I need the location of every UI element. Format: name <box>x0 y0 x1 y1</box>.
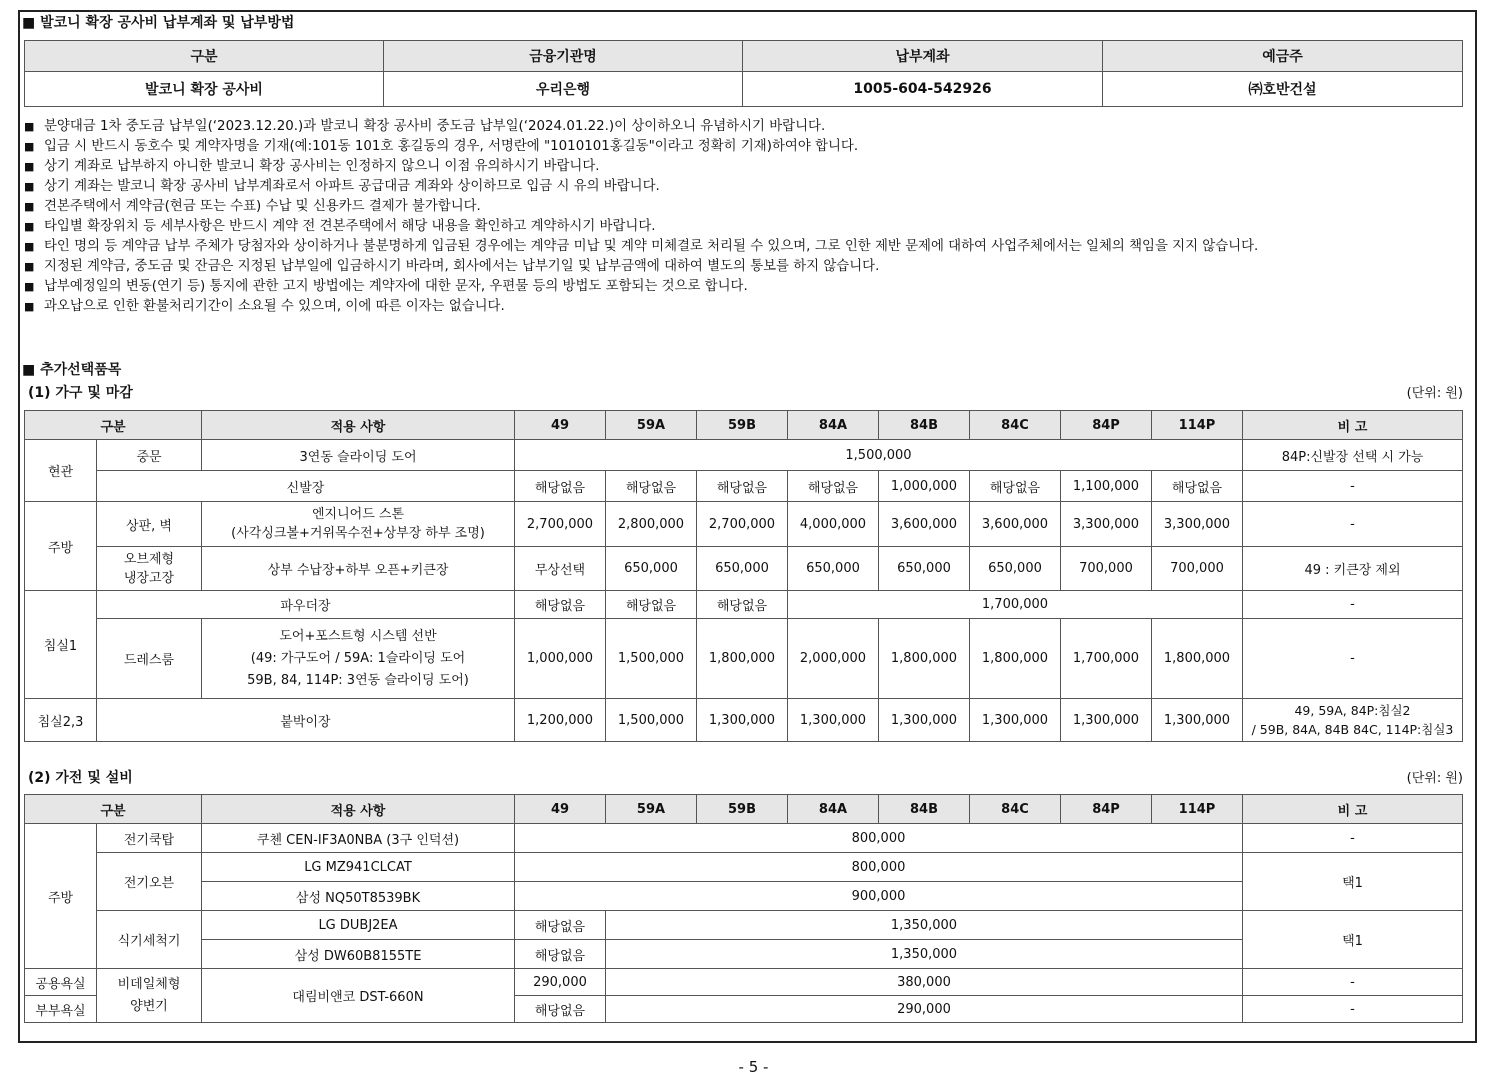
price-cell: 1,100,000 <box>1061 471 1152 502</box>
category-cell: 공용욕실 <box>25 969 97 996</box>
header-cell: 적용 사항 <box>202 411 515 440</box>
account-number: 1005-604-542926 <box>743 72 1103 107</box>
page-number: - 5 - <box>738 1058 769 1076</box>
category-cell: 주방 <box>25 502 97 591</box>
price-cell: 해당없음 <box>606 471 697 502</box>
price-cell: 1,000,000 <box>879 471 970 502</box>
price-cell: 800,000 <box>515 824 1243 853</box>
price-cell: 290,000 <box>606 996 1243 1023</box>
item-cell: 파우더장 <box>97 591 515 619</box>
price-cell: 2,000,000 <box>788 619 879 699</box>
price-cell: 650,000 <box>879 547 970 591</box>
list-item: ■ 상기 계좌로 납부하지 아니한 발코니 확장 공사비는 인정하지 않으니 이점 유의하시기 바랍니다. <box>24 157 1464 177</box>
table-row <box>25 853 1463 882</box>
note-line: 49, 59A, 84P:침실2 <box>1294 703 1411 718</box>
subcategory-cell: 전기쿡탑 <box>97 824 202 853</box>
item-line: (사각싱크볼+거위목수전+상부장 하부 조명) <box>231 526 485 541</box>
list-item: ■ 입금 시 반드시 동호수 및 계약자명을 기재(예:101동 101호 홍길동의 경우, 서명란에 "1010101홍길동"이라고 정확히 기재)하여야 합니다. <box>24 137 1464 157</box>
price-cell: 해당없음 <box>515 940 606 969</box>
price-cell: 1,350,000 <box>606 911 1243 940</box>
table-row <box>25 969 1463 996</box>
subcategory-cell: 드레스룸 <box>97 619 202 699</box>
price-cell: 해당없음 <box>970 471 1061 502</box>
header-cell: 구분 <box>25 411 202 440</box>
price-cell: 2,800,000 <box>606 502 697 547</box>
table-header-row <box>25 411 1463 440</box>
table-row <box>25 699 1463 742</box>
price-cell: 해당없음 <box>697 591 788 619</box>
price-cell: 1,300,000 <box>1152 699 1243 742</box>
table-row <box>25 911 1463 940</box>
subsection-title-appliances: (2) 가전 및 설비 <box>28 770 133 786</box>
price-cell: 3,300,000 <box>1152 502 1243 547</box>
table-cell: 발코니 확장 공사비 <box>25 72 384 107</box>
list-item: ■ 타인 명의 등 계약금 납부 주체가 당첨자와 상이하거나 불분명하게 입금된 경우에는 계약금 미납 및 계약 미체결로 처리될 수 있으며, 그로 인한 제반 문제에 대하여 사업주체에서는 일체의 책임을 지지 않습니다. <box>24 237 1464 257</box>
price-cell: 1,500,000 <box>606 699 697 742</box>
price-cell: 1,200,000 <box>515 699 606 742</box>
price-cell: 해당없음 <box>515 471 606 502</box>
table-cell: 우리은행 <box>384 72 743 107</box>
list-item: ■ 견본주택에서 계약금(현금 또는 수표) 수납 및 신용카드 결제가 불가합니다. <box>24 197 1464 217</box>
price-cell: 1,800,000 <box>697 619 788 699</box>
table-row <box>25 591 1463 619</box>
price-cell: 1,800,000 <box>970 619 1061 699</box>
header-cell: 59B <box>697 411 788 440</box>
table-row <box>25 471 1463 502</box>
price-cell: 3,300,000 <box>1061 502 1152 547</box>
section-title-options: ■ 추가선택품목 <box>22 362 122 378</box>
price-cell: 1,300,000 <box>697 699 788 742</box>
furniture-table <box>24 410 1463 742</box>
category-cell: 부부욕실 <box>25 996 97 1023</box>
item-cell: LG DUBJ2EA <box>202 911 515 940</box>
price-cell: 290,000 <box>515 969 606 996</box>
price-cell: 해당없음 <box>606 591 697 619</box>
table-row <box>25 440 1463 471</box>
note-cell: - <box>1243 619 1463 699</box>
price-cell: 해당없음 <box>515 996 606 1023</box>
item-cell: 쿠첸 CEN-IF3A0NBA (3구 인덕션) <box>202 824 515 853</box>
price-cell: 1,500,000 <box>515 440 1243 471</box>
table-row <box>25 547 1463 591</box>
header-cell: 예금주 <box>1103 41 1463 72</box>
note-cell: - <box>1243 502 1463 547</box>
price-cell: 1,500,000 <box>606 619 697 699</box>
header-cell: 비 고 <box>1243 411 1463 440</box>
list-item: ■ 납부예정일의 변동(연기 등) 통지에 관한 고지 방법에는 계약자에 대한 문자, 우편물 등의 방법도 포함되는 것으로 합니다. <box>24 277 1464 297</box>
subcategory-line: 냉장고장 <box>123 570 175 586</box>
table-row <box>25 502 1463 547</box>
item-cell <box>202 502 515 547</box>
category-cell: 침실1 <box>25 591 97 699</box>
header-cell: 금융기관명 <box>384 41 743 72</box>
table-row <box>25 824 1463 853</box>
subcategory-cell: 상판, 벽 <box>97 502 202 547</box>
subcategory-line: 비데일체형 <box>117 976 181 992</box>
section-title-account: ■ 발코니 확장 공사비 납부계좌 및 납부방법 <box>22 15 295 31</box>
subcategory-cell: 중문 <box>97 440 202 471</box>
header-cell: 84C <box>970 411 1061 440</box>
item-cell: 대림비앤코 DST-660N <box>202 969 515 1023</box>
price-cell: 해당없음 <box>788 471 879 502</box>
note-cell <box>1243 699 1463 742</box>
price-cell: 해당없음 <box>515 911 606 940</box>
price-cell: 800,000 <box>515 853 1243 882</box>
subcategory-cell <box>97 547 202 591</box>
header-cell: 납부계좌 <box>743 41 1103 72</box>
subcategory-cell <box>97 969 202 1023</box>
note-cell: - <box>1243 471 1463 502</box>
table-row <box>25 72 1463 107</box>
account-table <box>24 40 1463 107</box>
price-cell: 650,000 <box>606 547 697 591</box>
price-cell: 650,000 <box>697 547 788 591</box>
price-cell: 650,000 <box>788 547 879 591</box>
item-cell: 붙박이장 <box>97 699 515 742</box>
price-cell: 650,000 <box>970 547 1061 591</box>
note-cell: 84P:신발장 선택 시 가능 <box>1243 440 1463 471</box>
subsection-title-furniture: (1) 가구 및 마감 <box>28 385 133 401</box>
unit-label: (단위: 원) <box>1406 771 1463 786</box>
price-cell: 무상선택 <box>515 547 606 591</box>
price-cell: 1,300,000 <box>788 699 879 742</box>
price-cell: 900,000 <box>515 882 1243 911</box>
header-cell: 59A <box>606 795 697 824</box>
category-cell: 침실2,3 <box>25 699 97 742</box>
price-cell: 4,000,000 <box>788 502 879 547</box>
item-line: 도어+포스트형 시스템 선반 <box>279 628 437 644</box>
price-cell: 1,800,000 <box>879 619 970 699</box>
list-item: ■ 타입별 확장위치 등 세부사항은 반드시 계약 전 견본주택에서 해당 내용을 확인하고 계약하시기 바랍니다. <box>24 217 1464 237</box>
subcategory-cell: 식기세척기 <box>97 911 202 969</box>
item-cell: 신발장 <box>97 471 515 502</box>
header-cell: 49 <box>515 795 606 824</box>
header-cell: 114P <box>1152 795 1243 824</box>
category-cell: 현관 <box>25 440 97 502</box>
item-cell <box>202 619 515 699</box>
header-cell: 구분 <box>25 41 384 72</box>
header-cell: 구분 <box>25 795 202 824</box>
price-cell: 1,350,000 <box>606 940 1243 969</box>
price-cell: 1,300,000 <box>1061 699 1152 742</box>
header-cell: 84A <box>788 795 879 824</box>
header-cell: 84B <box>879 411 970 440</box>
item-cell: 삼성 NQ50T8539BK <box>202 882 515 911</box>
price-cell: 1,000,000 <box>515 619 606 699</box>
subcategory-cell: 전기오븐 <box>97 853 202 911</box>
list-item: ■ 상기 계좌는 발코니 확장 공사비 납부계좌로서 아파트 공급대금 계좌와 상이하므로 입금 시 유의 바랍니다. <box>24 177 1464 197</box>
unit-label: (단위: 원) <box>1406 386 1463 401</box>
list-item: ■ 분양대금 1차 중도금 납부일(‘2023.12.20.)과 발코니 확장 공사비 중도금 납부일(‘2024.01.22.)이 상이하오니 유념하시기 바랍니다. <box>24 117 1464 137</box>
list-item: ■ 과오납으로 인한 환불처리기간이 소요될 수 있으며, 이에 따른 이자는 없습니다. <box>24 297 1464 317</box>
price-cell: 700,000 <box>1152 547 1243 591</box>
price-cell: 3,600,000 <box>879 502 970 547</box>
note-cell: 택1 <box>1243 853 1463 911</box>
item-cell: 상부 수납장+하부 오픈+키큰장 <box>202 547 515 591</box>
price-cell: 1,700,000 <box>1061 619 1152 699</box>
table-row <box>25 619 1463 699</box>
table-header-row <box>25 795 1463 824</box>
price-cell: 해당없음 <box>1152 471 1243 502</box>
header-cell: 114P <box>1152 411 1243 440</box>
note-cell: - <box>1243 824 1463 853</box>
price-cell: 3,600,000 <box>970 502 1061 547</box>
price-cell: 1,700,000 <box>788 591 1243 619</box>
table-header-row <box>25 41 1463 72</box>
appliance-table <box>24 794 1463 1023</box>
price-cell: 1,800,000 <box>1152 619 1243 699</box>
price-cell: 700,000 <box>1061 547 1152 591</box>
item-cell: 3연동 슬라이딩 도어 <box>202 440 515 471</box>
item-line: (49: 가구도어 / 59A: 1슬라이딩 도어 <box>250 650 466 666</box>
item-line: 59B, 84, 114P: 3연동 슬라이딩 도어) <box>247 672 469 688</box>
header-cell: 49 <box>515 411 606 440</box>
header-cell: 59B <box>697 795 788 824</box>
note-line: / 59B, 84A, 84B 84C, 114P:침실3 <box>1251 722 1454 737</box>
header-cell: 59A <box>606 411 697 440</box>
header-cell: 84A <box>788 411 879 440</box>
header-cell: 84C <box>970 795 1061 824</box>
header-cell: 84B <box>879 795 970 824</box>
note-cell: 49 : 키큰장 제외 <box>1243 547 1463 591</box>
price-cell: 2,700,000 <box>697 502 788 547</box>
note-cell: - <box>1243 591 1463 619</box>
item-cell: 삼성 DW60B8155TE <box>202 940 515 969</box>
note-cell: - <box>1243 969 1463 996</box>
price-cell: 380,000 <box>606 969 1243 996</box>
notes-list <box>24 117 1464 317</box>
header-cell: 84P <box>1061 411 1152 440</box>
price-cell: 1,300,000 <box>879 699 970 742</box>
header-cell: 비 고 <box>1243 795 1463 824</box>
price-cell: 2,700,000 <box>515 502 606 547</box>
note-cell: - <box>1243 996 1463 1023</box>
note-cell: 택1 <box>1243 911 1463 969</box>
subcategory-line: 양변기 <box>130 998 168 1014</box>
header-cell: 적용 사항 <box>202 795 515 824</box>
list-item: ■ 지정된 계약금, 중도금 및 잔금은 지정된 납부일에 입금하시기 바라며, 회사에서는 납부기일 및 납부금액에 대하여 별도의 통보를 하지 않습니다. <box>24 257 1464 277</box>
category-cell: 주방 <box>25 824 97 969</box>
header-cell: 84P <box>1061 795 1152 824</box>
price-cell: 해당없음 <box>515 591 606 619</box>
price-cell: 1,300,000 <box>970 699 1061 742</box>
price-cell: 해당없음 <box>697 471 788 502</box>
subcategory-line: 오브제형 <box>123 551 175 567</box>
item-line: 엔지니어드 스톤 <box>311 507 405 522</box>
table-cell: ㈜호반건설 <box>1103 72 1463 107</box>
item-cell: LG MZ941CLCAT <box>202 853 515 882</box>
